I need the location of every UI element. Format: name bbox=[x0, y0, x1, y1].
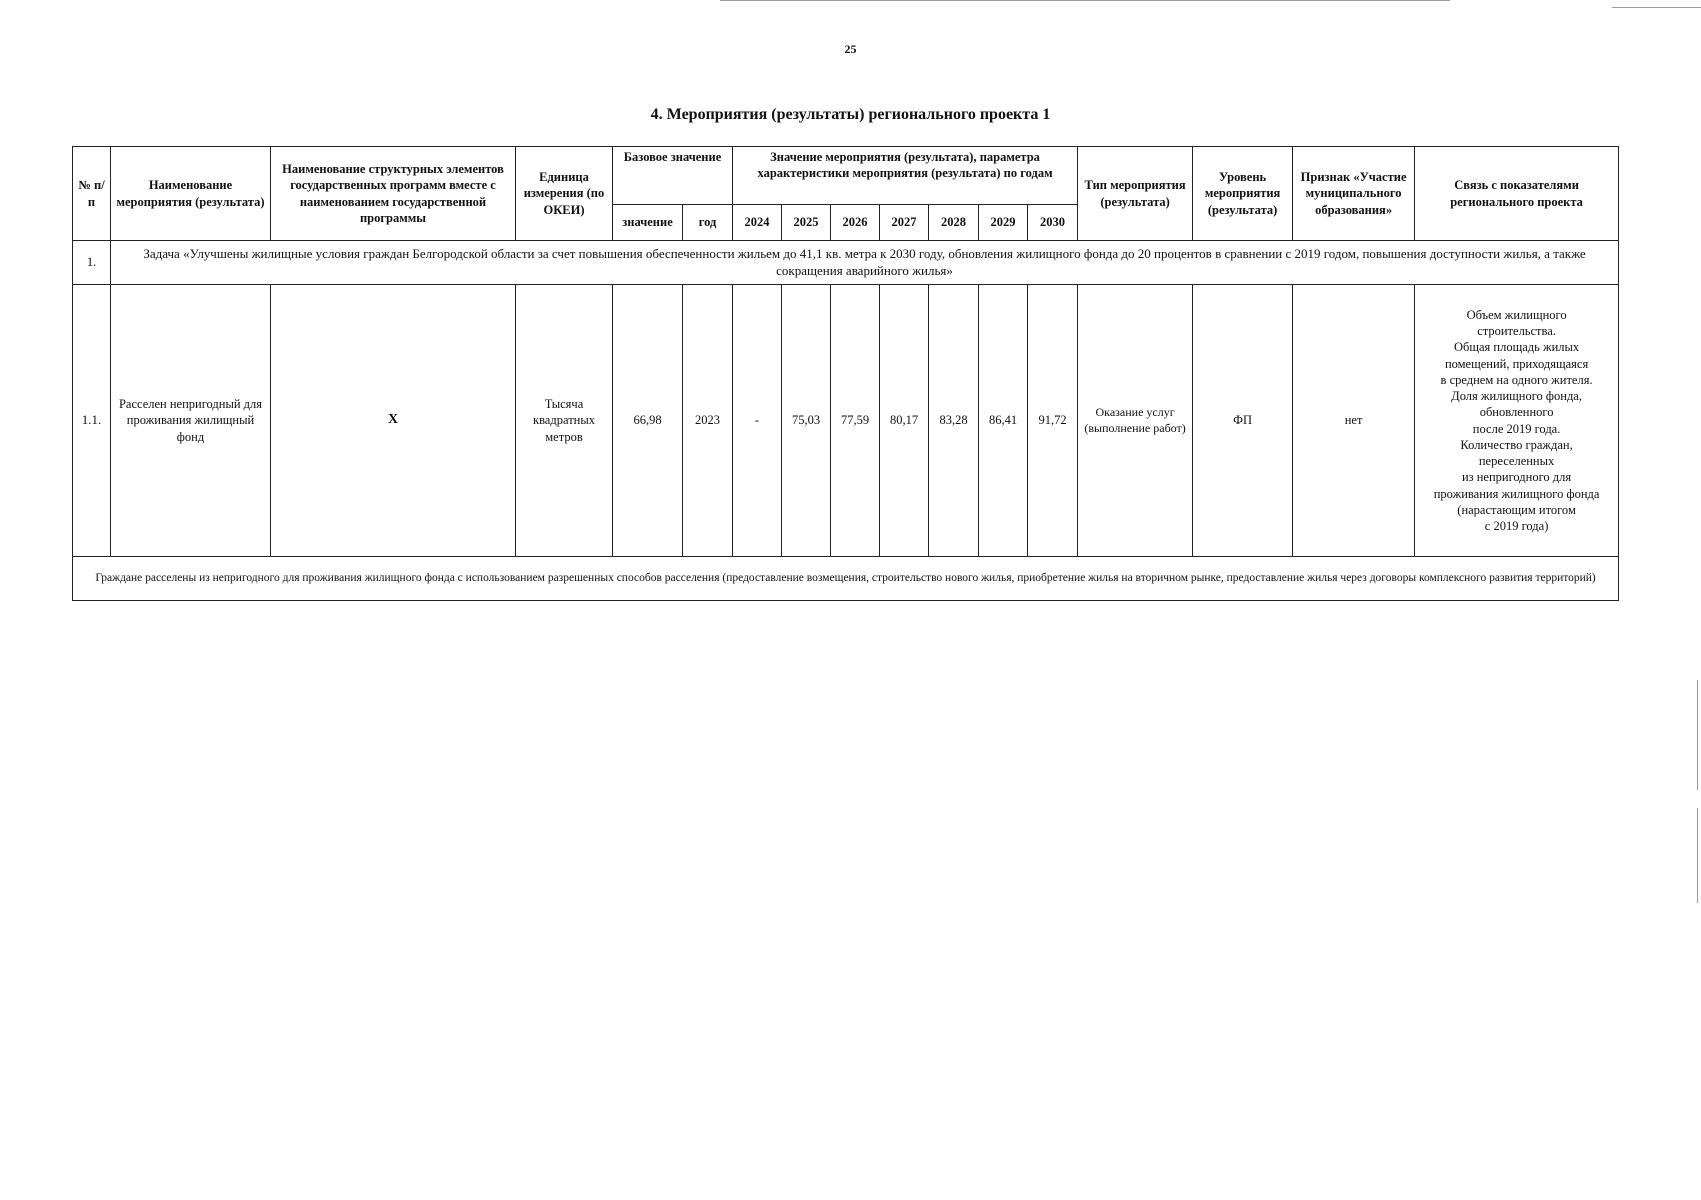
section-title: 4. Мероприятия (результаты) регионального проекта 1 bbox=[650, 106, 1051, 123]
col-header-base: Базовое значение bbox=[613, 147, 733, 205]
linked-line: Количество граждан, bbox=[1460, 437, 1573, 452]
scan-line-right-2 bbox=[1697, 808, 1698, 903]
task-text: Задача «Улучшены жилищные условия граждан Белгородской области за счет повышения обеспеченности жильем до 41,1 кв. метра к 2030 году, обновления жилищного фонда до 20 процентов в сравнении с 2019 годом, повышения доступности жилья, а также сокращения аварийного жилья» bbox=[111, 241, 1619, 285]
scan-line-top bbox=[720, 0, 1450, 1]
col-header-values-by-year: Значение мероприятия (результата), параметра характеристики мероприятия (результата) по годам bbox=[733, 147, 1078, 205]
result-municipal: нет bbox=[1293, 285, 1415, 557]
results-table bbox=[72, 146, 1619, 601]
col-header-struct: Наименование структурных элементов государственных программ вместе с наименованием государственной программы bbox=[271, 147, 516, 241]
header-row-1 bbox=[73, 147, 1619, 205]
col-header-year: 2030 bbox=[1028, 205, 1078, 241]
result-unit: Тысяча квадратных метров bbox=[516, 285, 613, 557]
result-base-year: 2023 bbox=[683, 285, 733, 557]
page-number: 25 bbox=[844, 42, 857, 56]
col-header-year: 2025 bbox=[782, 205, 831, 241]
result-linked-indicators bbox=[1415, 285, 1619, 557]
linked-line: с 2019 года) bbox=[1484, 519, 1549, 533]
linked-line: обновленного bbox=[1479, 405, 1554, 420]
linked-line: помещений, приходящаяся bbox=[1444, 356, 1589, 371]
result-row bbox=[73, 285, 1619, 557]
col-header-year: 2029 bbox=[979, 205, 1028, 241]
result-name: Расселен непригодный для проживания жилищный фонд bbox=[111, 285, 271, 557]
col-header-year: 2026 bbox=[831, 205, 880, 241]
result-value-2030: 91,72 bbox=[1028, 285, 1078, 557]
result-base-value: 66,98 bbox=[613, 285, 683, 557]
result-level: ФП bbox=[1193, 285, 1293, 557]
col-header-level: Уровень мероприятия (результата) bbox=[1193, 147, 1293, 241]
linked-line: Общая площадь жилых bbox=[1453, 340, 1580, 355]
col-header-base-year: год bbox=[683, 205, 733, 241]
linked-line: из непригодного для bbox=[1461, 470, 1572, 485]
col-header-name: Наименование мероприятия (результата) bbox=[111, 147, 271, 241]
result-struct: Х bbox=[271, 285, 516, 557]
col-header-link: Связь с показателями регионального проекта bbox=[1415, 147, 1619, 241]
result-value-2024: - bbox=[733, 285, 782, 557]
linked-line: Объем жилищного bbox=[1466, 307, 1567, 322]
scan-line-top-right bbox=[1612, 7, 1701, 8]
task-num: 1. bbox=[73, 241, 111, 285]
linked-line: Доля жилищного фонда, bbox=[1451, 389, 1582, 403]
result-type: Оказание услуг (выполнение работ) bbox=[1078, 285, 1193, 557]
col-header-base-value: значение bbox=[613, 205, 683, 241]
result-num: 1.1. bbox=[73, 285, 111, 557]
footer-row bbox=[73, 557, 1619, 601]
linked-line: в среднем на одного жителя. bbox=[1440, 372, 1593, 387]
col-header-unit: Единица измерения (по ОКЕИ) bbox=[516, 147, 613, 241]
col-header-year: 2028 bbox=[929, 205, 979, 241]
linked-line: после 2019 года. bbox=[1472, 421, 1561, 436]
result-value-2026: 77,59 bbox=[831, 285, 880, 557]
result-value-2028: 83,28 bbox=[929, 285, 979, 557]
col-header-municipal: Признак «Участие муниципального образования» bbox=[1293, 147, 1415, 241]
result-value-2027: 80,17 bbox=[880, 285, 929, 557]
col-header-year: 2024 bbox=[733, 205, 782, 241]
col-header-num: № п/п bbox=[73, 147, 111, 241]
footer-text: Граждане расселены из непригодного для проживания жилищного фонда с использованием разрешенных способов расселения (предоставление возмещения, строительство нового жилья, приобретение жилья на вторичном рынке, предоставление жилья через договоры комплексного развития территорий) bbox=[73, 557, 1619, 601]
linked-line: (нарастающим итогом bbox=[1457, 502, 1576, 517]
col-header-year: 2027 bbox=[880, 205, 929, 241]
linked-line: переселенных bbox=[1478, 454, 1555, 468]
col-header-type: Тип мероприятия (результата) bbox=[1078, 147, 1193, 241]
result-value-2025: 75,03 bbox=[782, 285, 831, 557]
linked-line: строительства. bbox=[1477, 324, 1556, 338]
linked-line: проживания жилищного фонда bbox=[1433, 486, 1600, 501]
scan-line-right-1 bbox=[1697, 680, 1698, 790]
result-value-2029: 86,41 bbox=[979, 285, 1028, 557]
task-row bbox=[73, 241, 1619, 285]
